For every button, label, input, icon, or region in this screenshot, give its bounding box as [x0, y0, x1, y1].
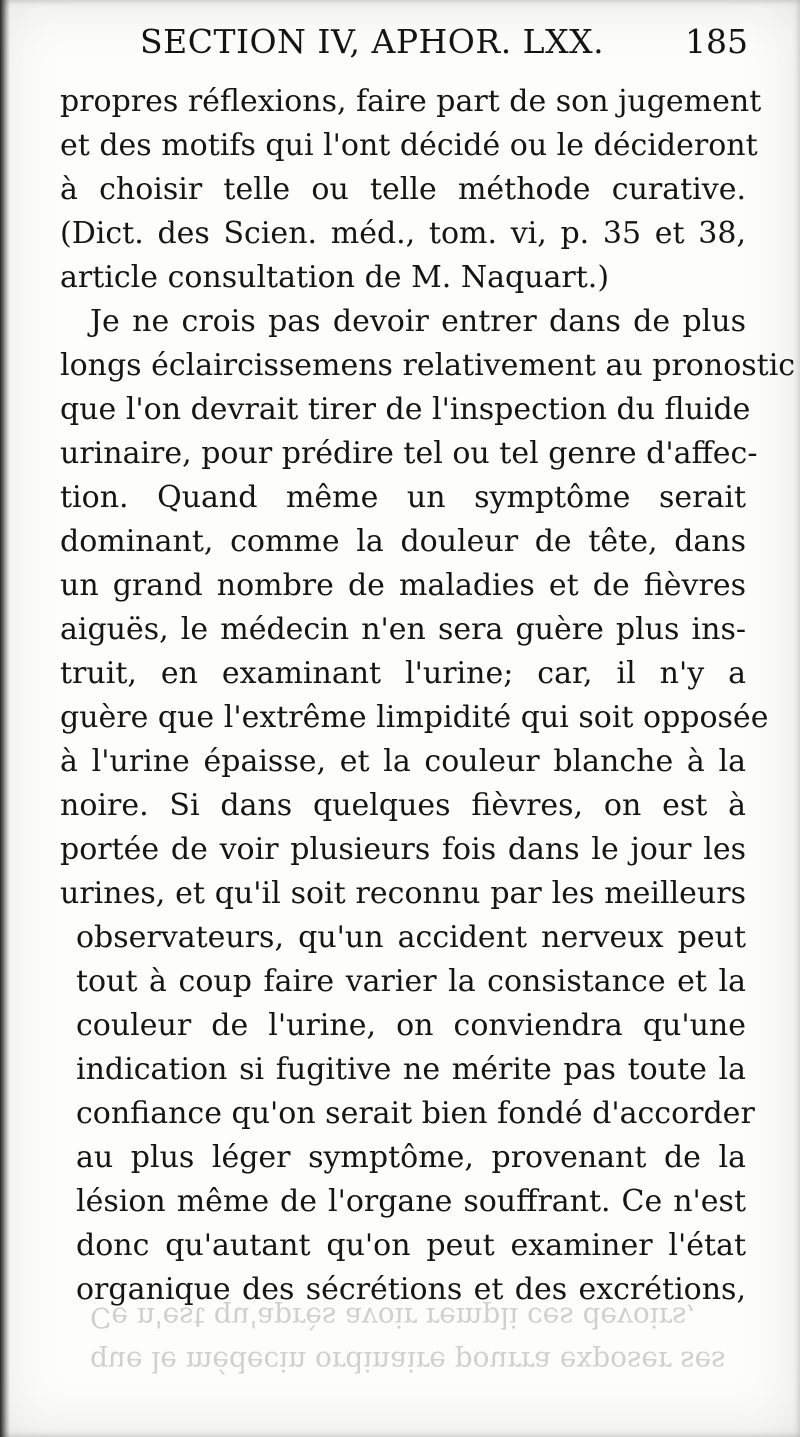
bleed-through-text: [90, 1295, 726, 1383]
text-line: urinaire, pour prédire tel ou tel genre d'affec-: [60, 436, 758, 471]
text-line: que l'on devrait tirer de l'inspection du fluide: [60, 392, 751, 427]
page-number: 185: [685, 22, 748, 61]
text-line: tout à coup faire varier la consistance et la: [76, 964, 746, 999]
text-line: couleur de l'urine, on conviendra qu'une: [76, 1008, 746, 1043]
text-line: aiguës, le médecin n'en sera guère plus ins-: [60, 612, 746, 647]
running-title: SECTION IV, APHOR. LXX.: [140, 22, 605, 61]
text-line: observateurs, qu'un accident nerveux peut: [76, 920, 746, 955]
bleed-through-line: que le médecin ordinaire pourra exposer ses: [90, 1345, 726, 1378]
text-line: lésion même de l'organe souffrant. Ce n'est: [76, 1184, 746, 1219]
running-head: [60, 18, 760, 68]
page-gutter-shadow: [0, 0, 10, 1437]
body-text: [60, 80, 796, 1312]
text-line: et des motifs qui l'ont décidé ou le décideront: [60, 128, 758, 163]
text-line: un grand nombre de maladies et de fièvres: [60, 568, 746, 603]
text-line: au plus léger symptôme, provenant de la: [76, 1140, 746, 1175]
text-line: truit, en examinant l'urine; car, il n'y a: [60, 656, 746, 691]
paragraph-start-line: Je ne crois pas devoir entrer dans de plus: [90, 304, 746, 339]
text-line: dominant, comme la douleur de tête, dans: [60, 524, 746, 559]
text-line: à l'urine épaisse, et la couleur blanche à la: [60, 744, 746, 779]
text-line: donc qu'autant qu'on peut examiner l'état: [76, 1228, 746, 1263]
text-line: confiance qu'on serait bien fondé d'accorder: [76, 1096, 755, 1131]
bleed-through-line: Ce n'est qu'après avoir rempli ces devoirs,: [90, 1301, 696, 1334]
text-line: tion. Quand même un symptôme serait: [60, 480, 746, 515]
text-line: indication si fugitive ne mérite pas toute la: [76, 1052, 746, 1087]
text-line: portée de voir plusieurs fois dans le jour les: [60, 832, 746, 867]
text-line: guère que l'extrême limpidité qui soit opposée: [60, 700, 769, 735]
text-line: article consultation de M. Naquart.): [60, 260, 610, 295]
text-line: longs éclaircissemens relativement au pronostic: [60, 348, 796, 383]
text-line: organique des sécrétions et des excrétions,: [76, 1272, 746, 1307]
text-line: propres réflexions, faire part de son jugement: [60, 84, 762, 119]
text-line: urines, et qu'il soit reconnu par les meilleurs: [60, 876, 746, 911]
text-line: à choisir telle ou telle méthode curative.: [60, 172, 746, 207]
text-line: noire. Si dans quelques fièvres, on est à: [60, 788, 746, 823]
text-line: (Dict. des Scien. méd., tom. vi, p. 35 et 38,: [60, 216, 746, 251]
